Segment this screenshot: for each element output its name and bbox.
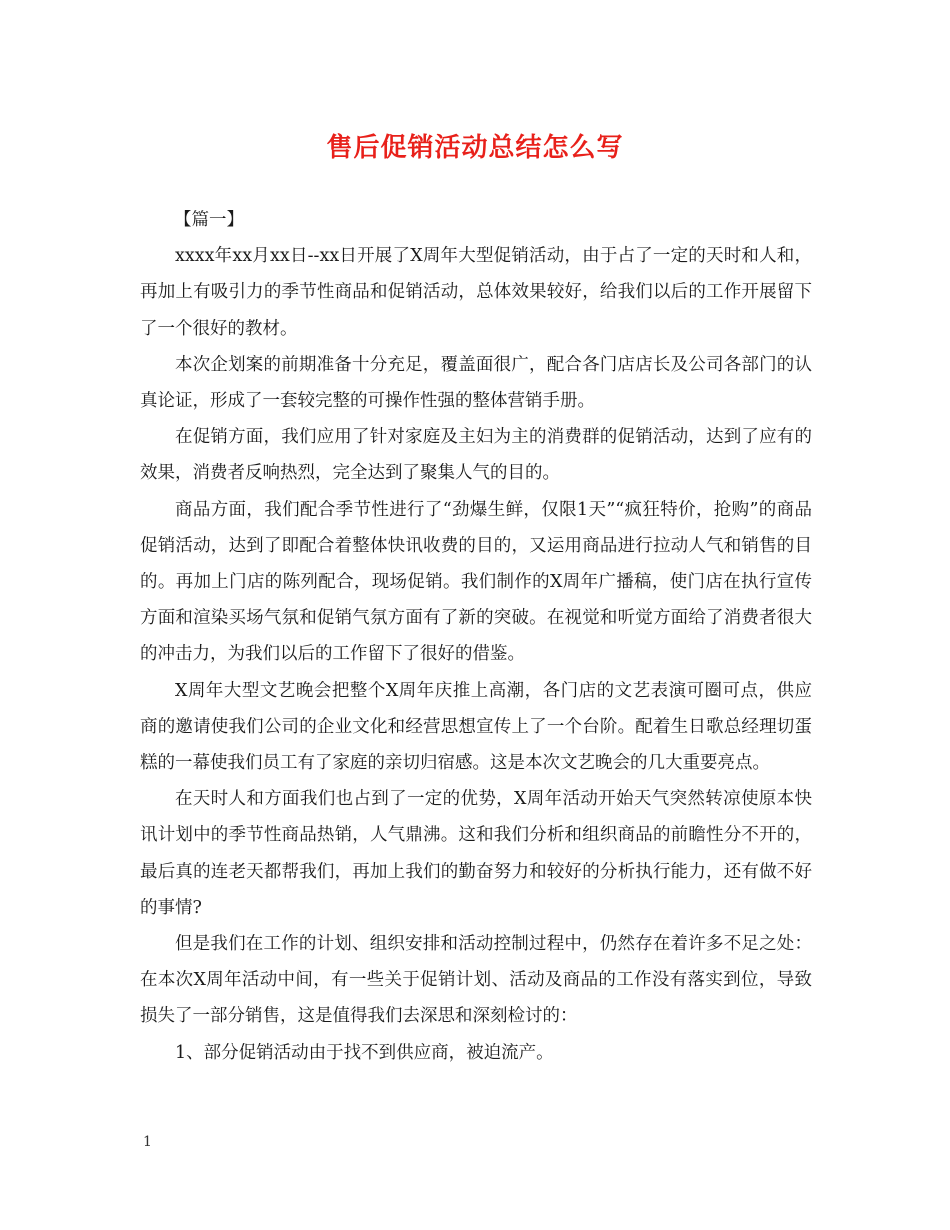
paragraph-1: xxxx年xx月xx日--xx日开展了X周年大型促销活动，由于占了一定的天时和人和，再加上有吸引力的季节性商品和促销活动，总体效果较好，给我们以后的工作开展留下了一个很好的教材。 <box>140 246 812 339</box>
section-label: 【篇一】 <box>174 210 244 230</box>
paragraph-6: 在天时人和方面我们也占到了一定的优势，X周年活动开始天气突然转凉使原本快讯计划中的季节性商品热销，人气鼎沸。这和我们分析和组织商品的前瞻性分不开的，最后真的连老天都帮我们，再加上我们的勤奋努力和较好的分析执行能力，还有做不好的事情? <box>140 789 812 918</box>
page-number: 1 <box>143 1134 152 1150</box>
paragraph-4: 商品方面，我们配合季节性进行了“劲爆生鲜，仅限1天”“疯狂特价，抢购”的商品促销活动，达到了即配合着整体快讯收费的目的，又运用商品进行拉动人气和销售的目的。再加上门店的陈列配合，现场促销。我们制作的X周年广播稿，使门店在执行宣传方面和渲染买场气氛和促销气氛方面有了新的突破。在视觉和听觉方面给了消费者很大的冲击力，为我们以后的工作留下了很好的借鉴。 <box>140 499 812 665</box>
paragraph-5: X周年大型文艺晚会把整个X周年庆推上高潮，各门店的文艺表演可圈可点，供应商的邀请使我们公司的企业文化和经营思想宣传上了一个台阶。配着生日歌总经理切蛋糕的一幕使我们员工有了家庭的亲切归宿感。这是本次文艺晚会的几大重要亮点。 <box>140 680 812 774</box>
paragraph-3: 在促销方面，我们应用了针对家庭及主妇为主的消费群的促销活动，达到了应有的效果，消费者反响热烈，完全达到了聚集人气的目的。 <box>140 427 812 484</box>
paragraph-7: 但是我们在工作的计划、组织安排和活动控制过程中，仍然存在着许多不足之处：在本次X周年活动中间，有一些关于促销计划、活动及商品的工作没有落实到位，导致损失了一部分销售，这是值得我们去深思和深刻检讨的： <box>140 934 812 1027</box>
document-title: 售后促销活动总结怎么写 <box>326 133 624 163</box>
document-body <box>140 202 812 1071</box>
paragraph-2: 本次企划案的前期准备十分充足，覆盖面很广，配合各门店店长及公司各部门的认真论证，形成了一套较完整的可操作性强的整体营销手册。 <box>140 354 812 412</box>
paragraph-8: 1、部分促销活动由于找不到供应商，被迫流产。 <box>175 1042 554 1063</box>
